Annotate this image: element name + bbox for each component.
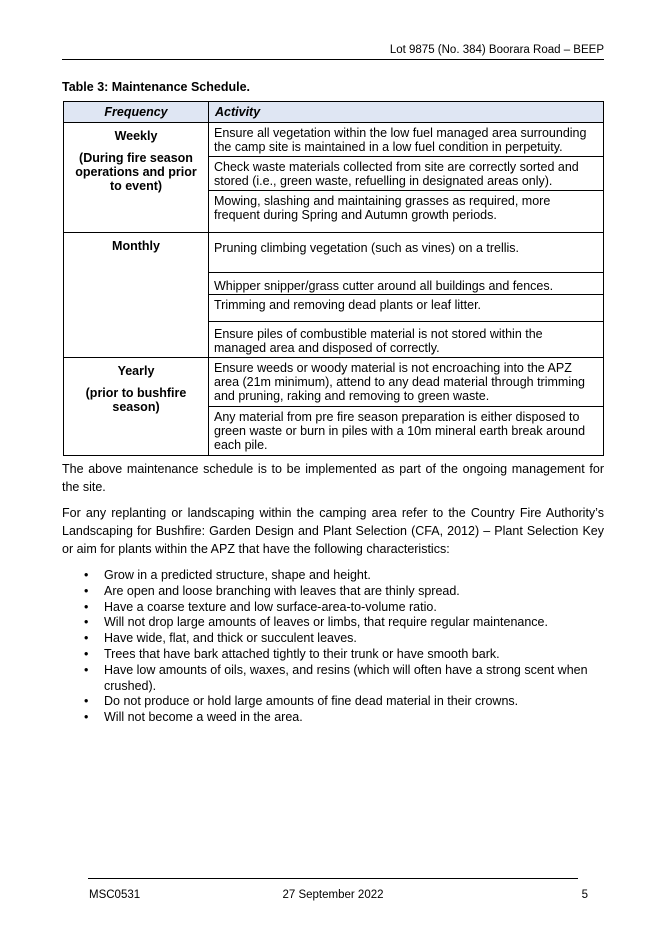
- list-item-text: Trees that have bark attached tightly to their trunk or have smooth bark.: [104, 646, 500, 661]
- page-header: Lot 9875 (No. 384) Boorara Road – BEEP: [389, 44, 604, 56]
- list-item-text: Will not drop large amounts of leaves or limbs, that require regular maintenance.: [104, 615, 548, 630]
- bullet-icon: •: [84, 694, 89, 709]
- frequency-cell-yearly: [64, 358, 209, 456]
- column-header-frequency: Frequency: [64, 102, 209, 123]
- table-row: [64, 233, 604, 273]
- frequency-cell-monthly: [64, 233, 209, 358]
- bullet-icon: •: [84, 646, 89, 661]
- frequency-note: (prior to bushfire season): [85, 386, 187, 414]
- list-item: [62, 631, 604, 647]
- frequency-note: (During fire season operations and prior to event): [75, 151, 197, 193]
- paragraph-maintenance-note: The above maintenance schedule is to be implemented as part of the ongoing management for the site.: [62, 462, 604, 494]
- list-item: [62, 647, 604, 663]
- paragraph-landscaping: For any replanting or landscaping within the camping area refer to the Country Fire Authority’s Landscaping for Bushfire: Garden Design and Plant Selection (CFA, 2012) – Plant Selection Key or aim for plants within the APZ that have the following characteristics:: [62, 506, 604, 556]
- maintenance-schedule-table: [63, 101, 604, 456]
- table-header-row: [64, 102, 604, 123]
- list-item-text: Have low amounts of oils, waxes, and resins (which will often have a strong scent when crushed).: [104, 662, 588, 693]
- bullet-icon: •: [84, 662, 89, 677]
- bullet-icon: •: [84, 615, 89, 630]
- frequency-cell-weekly: [64, 123, 209, 233]
- header-rule: [62, 59, 604, 60]
- activity-cell: Check waste materials collected from site are correctly sorted and stored (i.e., green waste, refuelling in designated areas only).: [209, 157, 604, 191]
- bullet-icon: •: [84, 599, 89, 614]
- frequency-label: Monthly: [112, 239, 160, 253]
- footer-page-number: 5: [581, 889, 588, 901]
- list-item: [62, 663, 604, 695]
- list-item: [62, 600, 604, 616]
- list-item-text: Have a coarse texture and low surface-area-to-volume ratio.: [104, 599, 437, 614]
- list-item-text: Have wide, flat, and thick or succulent leaves.: [104, 631, 357, 646]
- activity-cell: Pruning climbing vegetation (such as vines) on a trellis.: [209, 233, 604, 273]
- list-item: [62, 694, 604, 710]
- list-item-text: Will not become a weed in the area.: [104, 710, 303, 725]
- table-row: [64, 358, 604, 407]
- list-item-text: Do not produce or hold large amounts of fine dead material in their crowns.: [104, 694, 519, 709]
- list-item: [62, 584, 604, 600]
- list-item: [62, 710, 604, 726]
- characteristics-list: [62, 568, 604, 726]
- column-header-activity: Activity: [209, 102, 604, 123]
- list-item: [62, 568, 604, 584]
- activity-cell: Mowing, slashing and maintaining grasses as required, more frequent during Spring and Autumn growth periods.: [209, 191, 604, 233]
- table-row: [64, 123, 604, 157]
- activity-cell: Ensure weeds or woody material is not encroaching into the APZ area (21m minimum), attend to any dead material through trimming and pruning, raking and removing to green waste.: [209, 358, 604, 407]
- list-item: [62, 615, 604, 631]
- footer-date: 27 September 2022: [282, 889, 384, 901]
- footer-doc-id: MSC0531: [89, 889, 141, 901]
- activity-cell: Any material from pre fire season preparation is either disposed to green waste or burn in piles with a 10m mineral earth break around each pile.: [209, 407, 604, 456]
- activity-cell: Trimming and removing dead plants or leaf litter.: [209, 295, 604, 322]
- bullet-icon: •: [84, 583, 89, 598]
- list-item-text: Are open and loose branching with leaves that are thinly spread.: [104, 583, 460, 598]
- activity-cell: Whipper snipper/grass cutter around all buildings and fences.: [209, 273, 604, 295]
- activity-cell: Ensure all vegetation within the low fuel managed area surrounding the camp site is maintained in a low fuel condition in perpetuity.: [209, 123, 604, 157]
- footer-rule: [88, 878, 578, 879]
- table-caption: Table 3: Maintenance Schedule.: [62, 80, 251, 94]
- activity-cell: Ensure piles of combustible material is not stored within the managed area and disposed of correctly.: [209, 322, 604, 358]
- bullet-icon: •: [84, 568, 89, 582]
- list-item-text: Grow in a predicted structure, shape and height.: [104, 568, 371, 582]
- bullet-icon: •: [84, 631, 89, 646]
- bullet-icon: •: [84, 710, 89, 725]
- frequency-label: Yearly: [117, 364, 155, 378]
- frequency-label: Weekly: [114, 129, 158, 143]
